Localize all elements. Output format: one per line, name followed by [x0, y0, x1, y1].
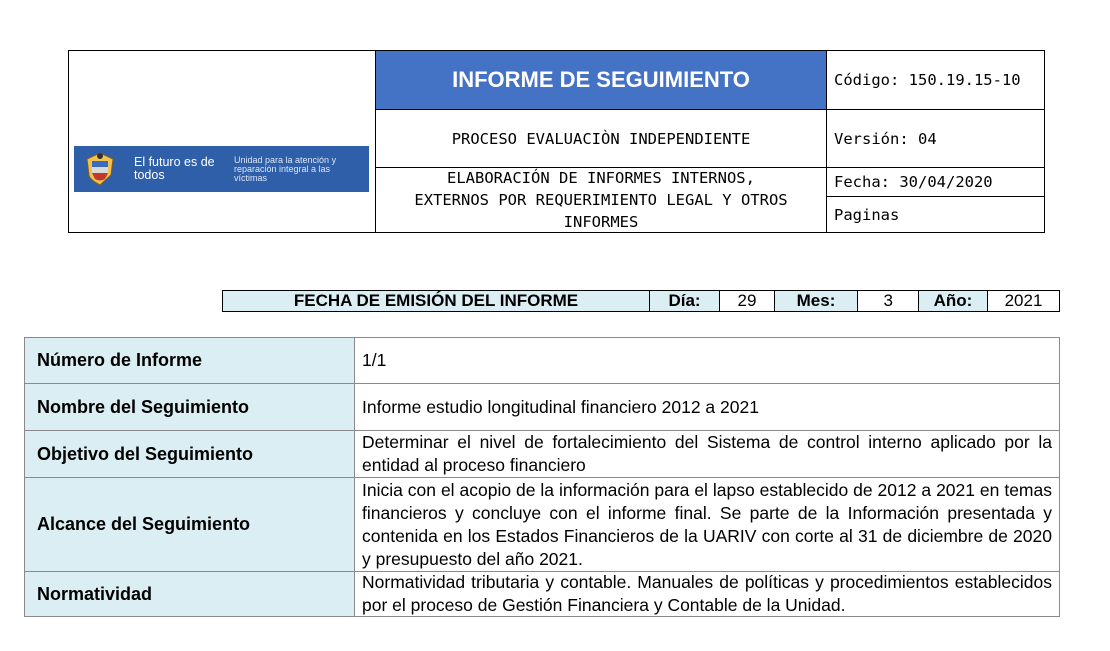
row-label: Número de Informe: [25, 338, 355, 383]
row-value: Informe estudio longitudinal financiero 2012 a 2021: [362, 396, 759, 417]
month-label: Mes:: [774, 290, 858, 312]
document-code: Código: 150.19.15-10: [826, 50, 1045, 110]
row-value: Determinar el nivel de fortalecimiento del Sistema de control interno aplicado por la entidad al proceso financiero: [362, 432, 1052, 475]
document-date: Fecha: 30/04/2020: [826, 167, 1045, 197]
logo-entity: Unidad para la atención y reparación integral a las víctimas: [234, 154, 337, 183]
document-pages: Paginas: [826, 196, 1045, 233]
procedure-name: ELABORACIÓN DE INFORMES INTERNOS, EXTERNOS POR REQUERIMIENTO LEGAL Y OTROS INFORMES: [375, 167, 827, 233]
table-row: [24, 337, 1060, 384]
year-value: 2021: [987, 290, 1060, 312]
institution-logo: [74, 146, 369, 192]
row-label: Nombre del Seguimiento: [25, 384, 355, 430]
table-row: [24, 430, 1060, 478]
row-value: Inicia con el acopio de la información para el lapso establecido de 2012 a 2021 en temas financieros y concluye con el informe final. Se parte de la Información presentada y contenida en los Estados Financieros de la UARIV con corte al 31 de diciembre de 2020 y presupuesto del año 2021.: [362, 479, 1052, 569]
table-row: [24, 571, 1060, 617]
day-value: 29: [719, 290, 775, 312]
report-title: INFORME DE SEGUIMIENTO: [375, 50, 827, 110]
document-version: Versión: 04: [826, 109, 1045, 168]
row-label: Normatividad: [25, 572, 355, 616]
row-label: Alcance del Seguimiento: [25, 478, 355, 571]
emission-date-label: FECHA DE EMISIÓN DEL INFORME: [222, 290, 650, 312]
logo-slogan: El futuro es de todos: [134, 155, 215, 182]
row-value: Normatividad tributaria y contable. Manuales de políticas y procedimientos establecidos por el proceso de Gestión Financiera y Contable de la Unidad.: [362, 572, 1052, 615]
process-name: PROCESO EVALUACIÒN INDEPENDIENTE: [375, 109, 827, 168]
row-label: Objetivo del Seguimiento: [25, 431, 355, 477]
logo-cell: [68, 50, 376, 233]
row-value: 1/1: [362, 350, 387, 370]
table-row: [24, 477, 1060, 572]
day-label: Día:: [649, 290, 720, 312]
colombia-coat-of-arms-icon: [80, 149, 120, 189]
year-label: Año:: [918, 290, 988, 312]
table-row: [24, 383, 1060, 431]
month-value: 3: [857, 290, 919, 312]
